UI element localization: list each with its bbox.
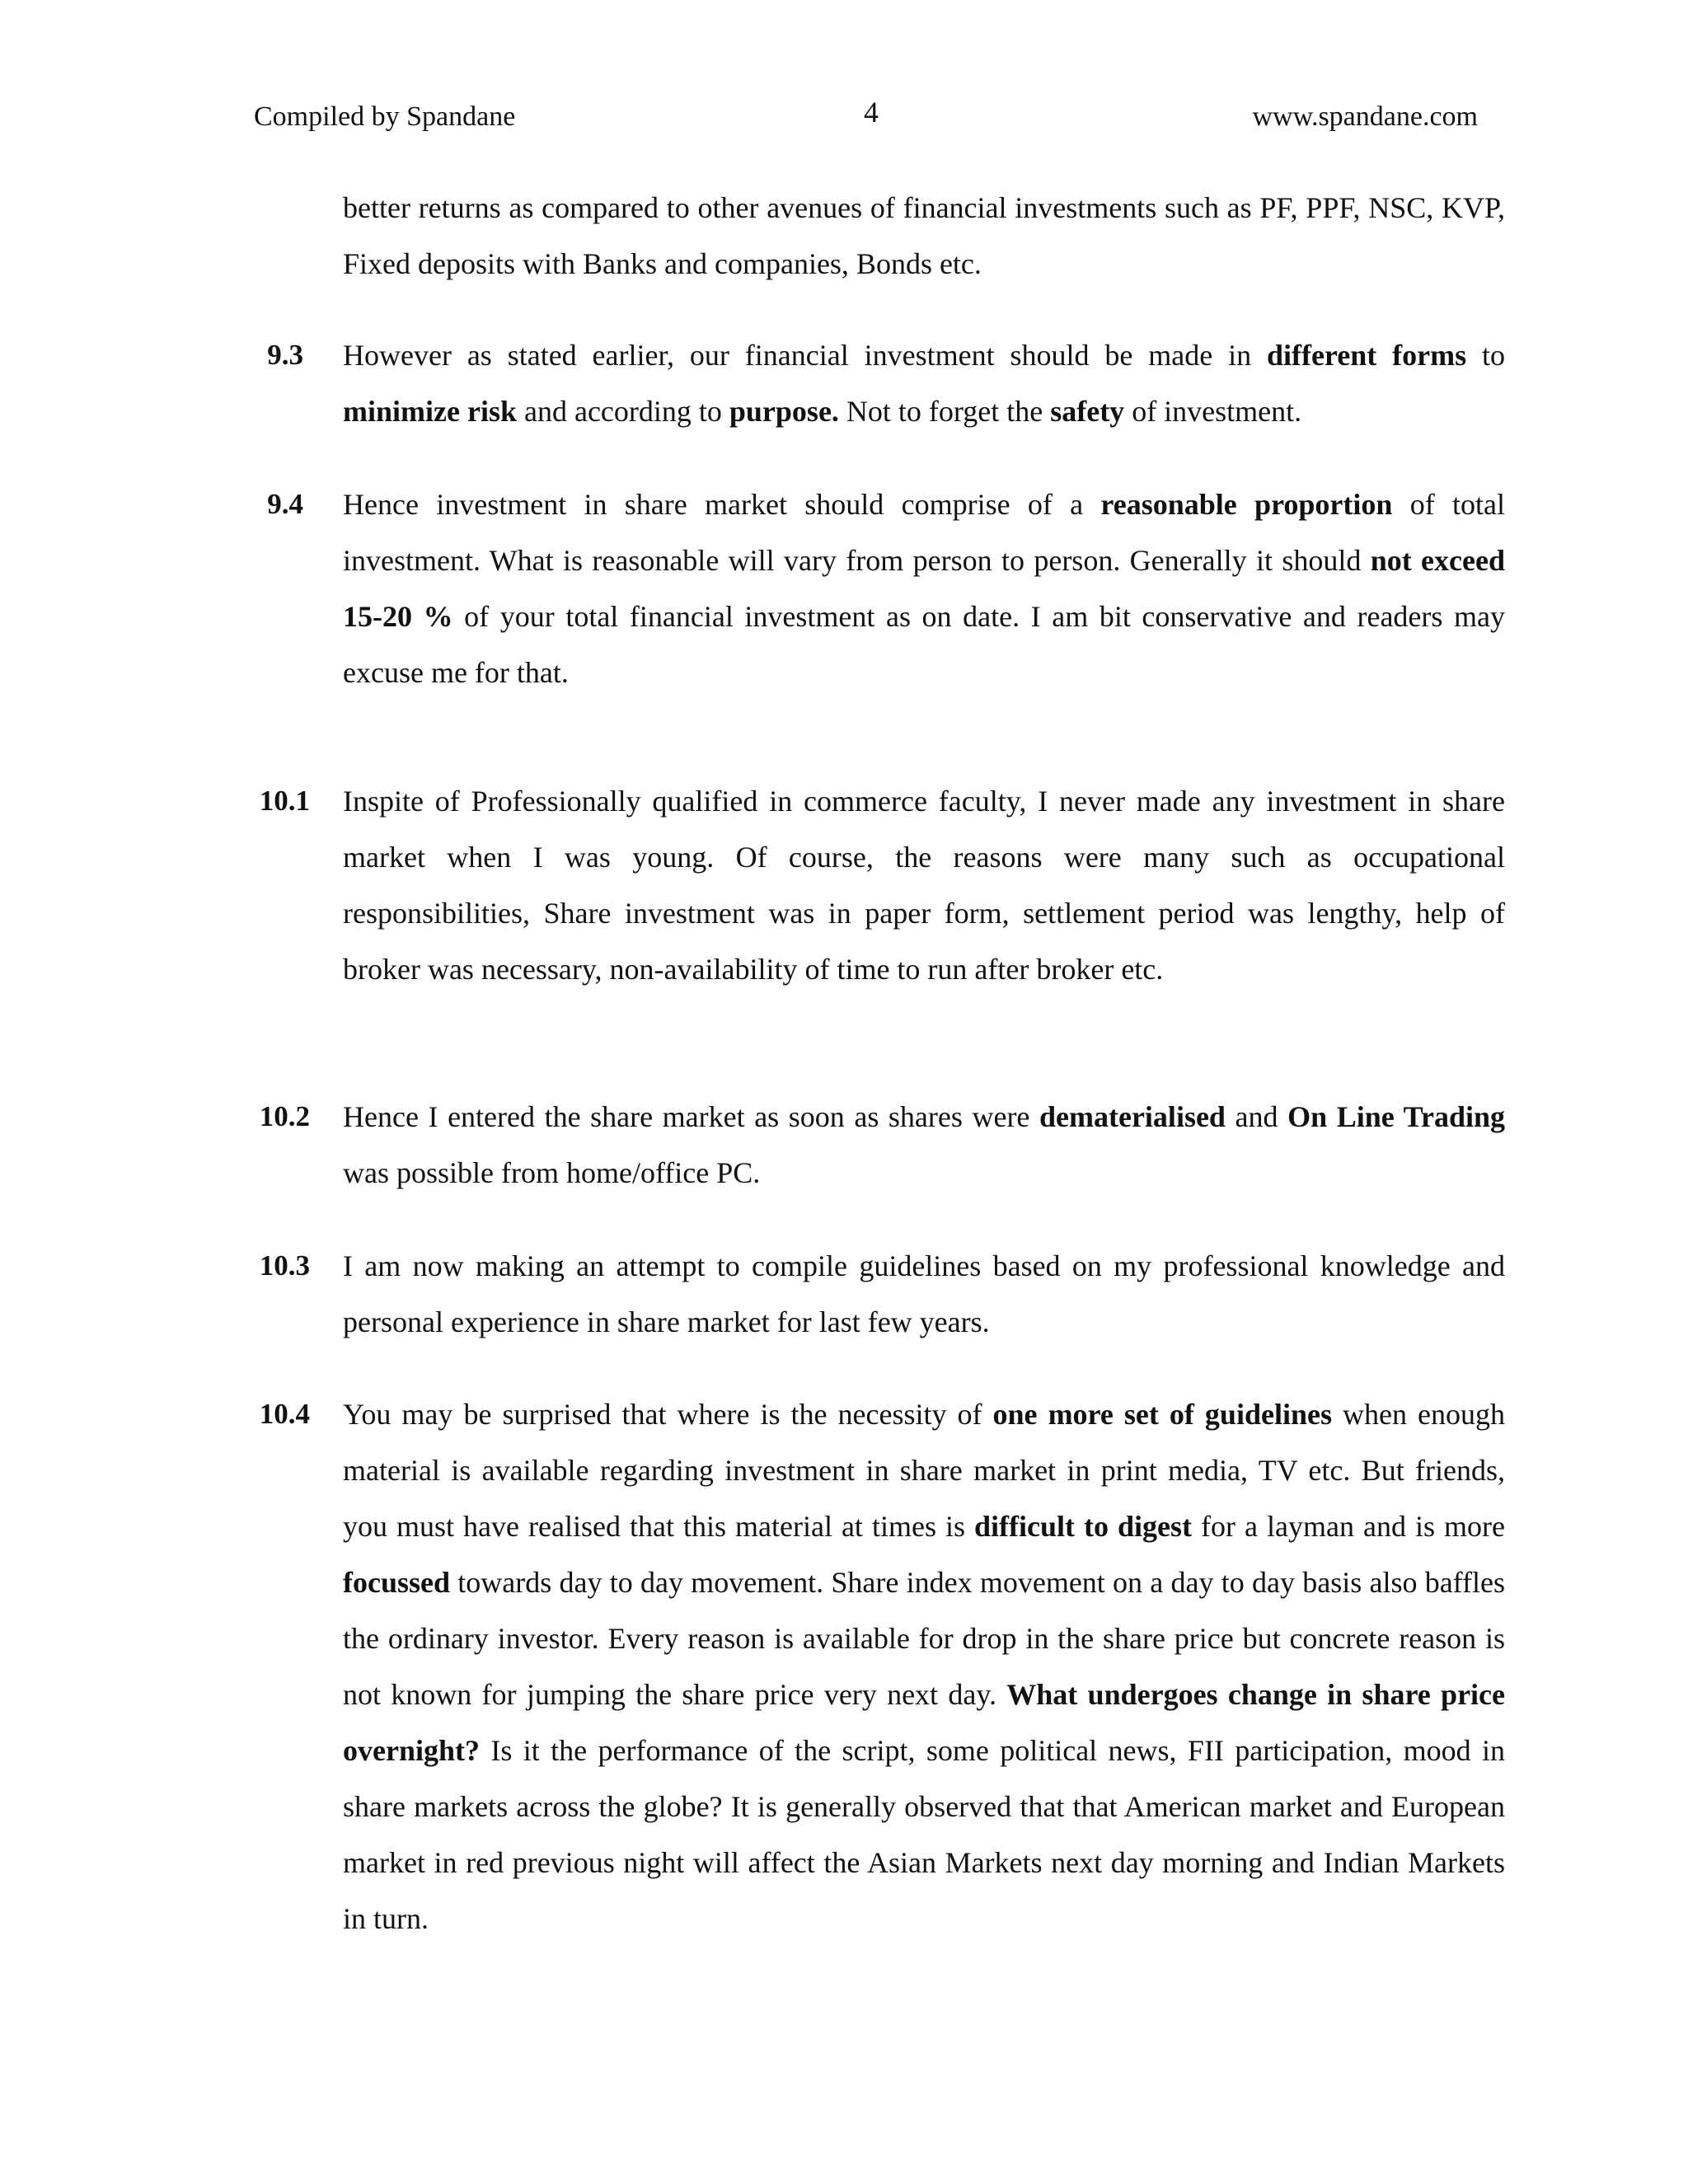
bold-text: What undergoes change in share price overnight? [343, 1678, 1506, 1767]
bold-text: focussed [343, 1566, 451, 1599]
text-run: Inspite of Professionally qualified in commerce faculty, I never made any investment in share market when I was young. Of course, the reasons were many such as occupational responsibilities, Share investment was in paper form, settlement period was lengthy, help of broker was necessary, non-availability of time to run after broker etc. [343, 785, 1505, 986]
page-number: 4 [864, 96, 879, 129]
header-author: Compiled by Spandane [254, 101, 516, 132]
bold-text: minimize risk [343, 395, 517, 428]
bold-text: reasonable proportion [1100, 488, 1393, 521]
section-paragraph [343, 773, 1505, 997]
text-run: and [1225, 1100, 1288, 1133]
section-number: 9.3 [267, 339, 303, 371]
section-paragraph [343, 1089, 1505, 1201]
section-number: 10.1 [259, 785, 310, 817]
section-paragraph [343, 1386, 1505, 1947]
text-run: to [1466, 339, 1505, 372]
page-header [254, 95, 1478, 144]
text-run: and according to [516, 395, 729, 428]
section-number: 10.3 [259, 1249, 310, 1282]
bold-text: not exceed 15-20 % [343, 544, 1505, 633]
section-number: 10.2 [259, 1100, 310, 1132]
bold-text: difficult to digest [974, 1510, 1193, 1543]
text-run: Hence investment in share market should comprise of a [343, 488, 1101, 521]
header-website: www.spandane.com [1252, 101, 1478, 132]
text-run: Hence I entered the share market as soon as shares were [343, 1100, 1039, 1133]
bold-text: one more set of guidelines [992, 1398, 1332, 1431]
text-run: Is it the performance of the script, some political news, FII participation, mood in share markets across the globe? It is generally observed that that American market and European market in red previous night will affect the Asian Markets next day morning and Indian Markets in turn. [343, 1734, 1505, 1935]
section-number: 10.4 [259, 1398, 310, 1430]
bold-text: dematerialised [1039, 1100, 1226, 1133]
text-run: of your total financial investment as on date. I am bit conservative and readers may excuse me for that. [343, 600, 1505, 689]
bold-text: On Line Trading [1287, 1100, 1505, 1133]
text-run: for a layman and is more [1192, 1510, 1505, 1543]
bold-text: different forms [1266, 339, 1467, 372]
text-run: of total investment. What is reasonable will vary from person to person. Generally it should [343, 488, 1505, 577]
section-paragraph [343, 1238, 1505, 1350]
text-run: You may be surprised that where is the necessity of [343, 1398, 993, 1431]
bold-text: safety [1050, 395, 1125, 428]
bold-text: purpose. [729, 395, 839, 428]
section-number: 9.4 [267, 488, 303, 520]
section-paragraph [343, 476, 1505, 701]
text-run: However as stated earlier, our financial investment should be made in [343, 339, 1267, 372]
text-run: I am now making an attempt to compile guidelines based on my professional knowledge and personal experience in share market for last few years. [343, 1249, 1505, 1338]
section-paragraph [343, 327, 1505, 439]
text-run: when enough material is available regarding investment in share market in print media, TV etc. But friends, you must have realised that this material at times is [343, 1398, 1505, 1543]
text-run: towards day to day movement. Share index movement on a day to day basis also baffles the ordinary investor. Every reason is available for drop in the share price but concrete reason is not known for jumping the share price very next day. [343, 1566, 1505, 1711]
text-run: was possible from home/office PC. [343, 1156, 761, 1189]
continuation-paragraph: better returns as compared to other avenues of financial investments such as PF, PPF, NSC, KVP, Fixed deposits with Banks and companies, Bonds etc. [343, 191, 1505, 280]
text-run: of investment. [1124, 395, 1302, 428]
text-run: Not to forget the [838, 395, 1051, 428]
